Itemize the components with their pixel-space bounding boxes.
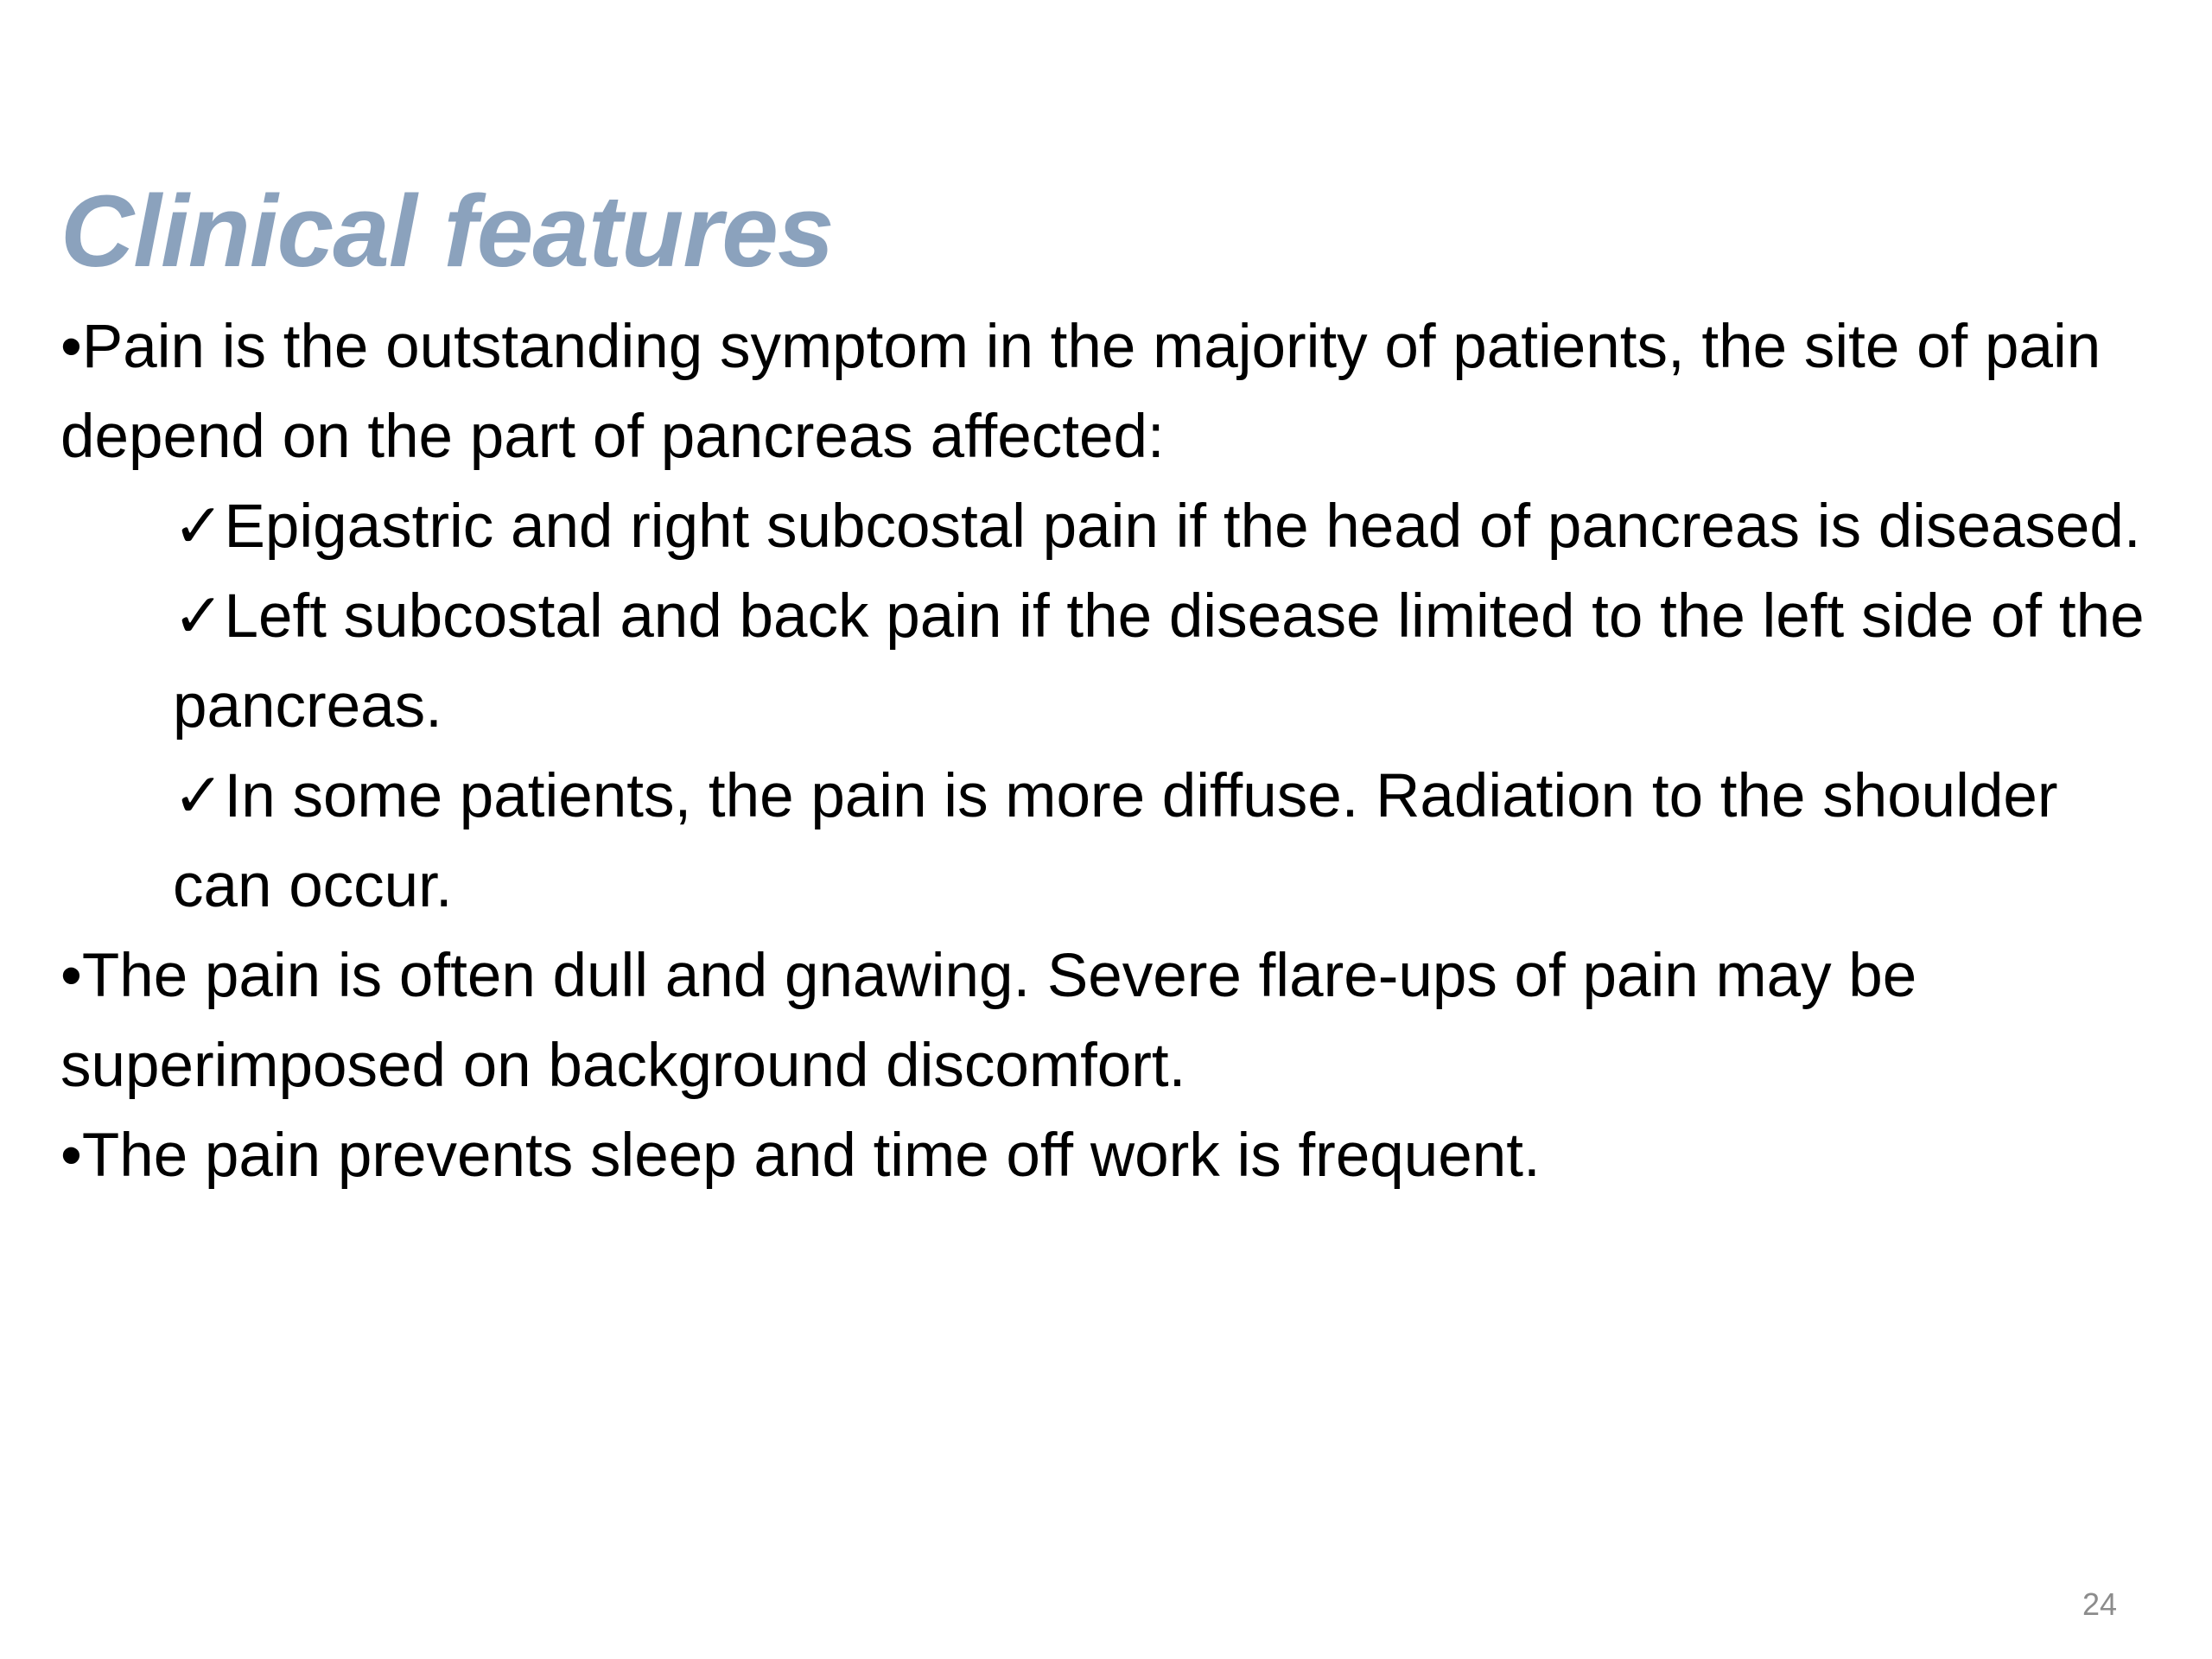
- bullet-item: [60, 931, 2169, 1111]
- bullet-text: The pain prevents sleep and time off work is frequent.: [81, 1122, 1541, 1190]
- checkmark-icon: ✓: [173, 762, 225, 830]
- slide-title: Clinical features: [60, 175, 834, 289]
- check-item: [173, 482, 2169, 572]
- slide-number: 24: [2082, 1586, 2117, 1622]
- check-item: [173, 752, 2169, 931]
- bullet-text: The pain is often dull and gnawing. Severe flare-ups of pain may be superimposed on background discomfort.: [60, 942, 1917, 1100]
- check-item: [173, 572, 2169, 752]
- check-item-text: Left subcostal and back pain if the disease limited to the left side of the pancreas.: [173, 582, 2145, 741]
- bullet-item: [60, 302, 2169, 482]
- bullet-icon: •: [60, 1122, 82, 1190]
- bullet-item: [60, 1111, 2169, 1201]
- bullet-icon: •: [60, 942, 82, 1010]
- slide-body: [60, 302, 2169, 1201]
- check-item-text: In some patients, the pain is more diffuse. Radiation to the shoulder can occur.: [173, 762, 2058, 920]
- checkmark-icon: ✓: [173, 493, 225, 561]
- check-item-text: Epigastric and right subcostal pain if the head of pancreas is diseased.: [224, 493, 2141, 561]
- checkmark-icon: ✓: [173, 582, 225, 651]
- bullet-text: Pain is the outstanding symptom in the majority of patients, the site of pain depend on the part of pancreas affected:: [60, 313, 2101, 471]
- bullet-icon: •: [60, 313, 82, 381]
